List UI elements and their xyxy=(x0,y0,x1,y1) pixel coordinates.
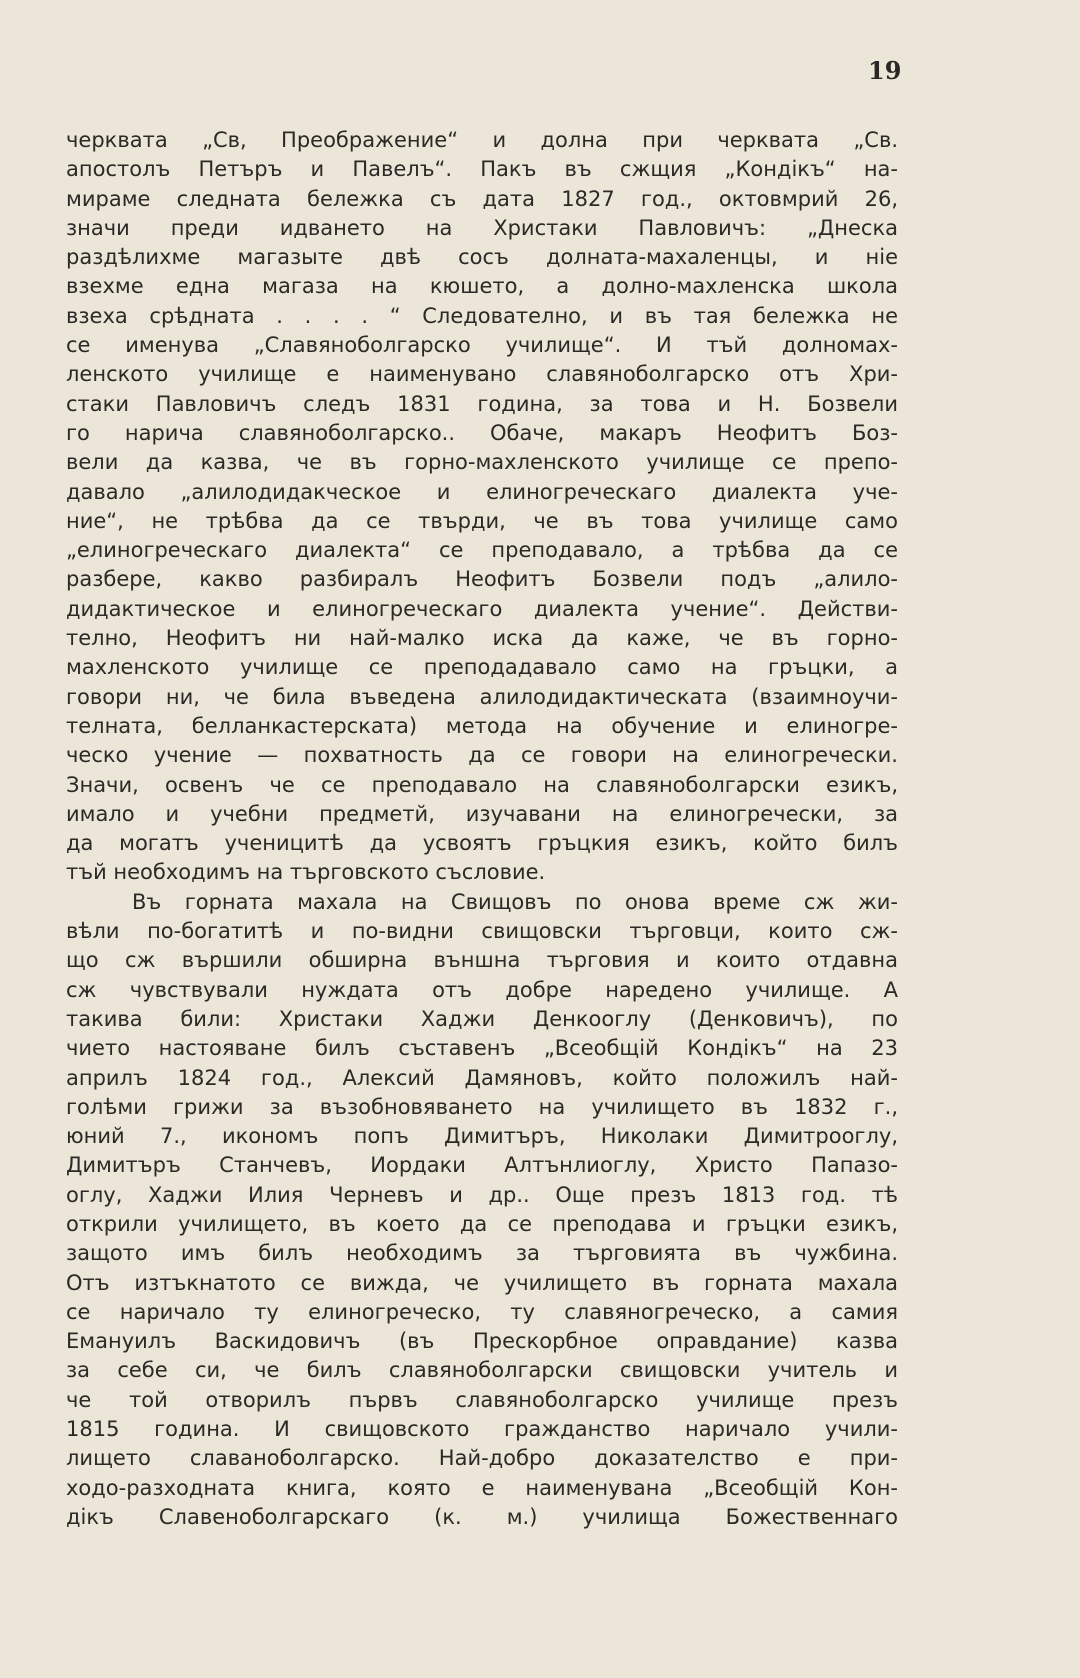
text-line: дікъ Славеноболгарскаго (к. м.) училища Божественнаго xyxy=(66,1504,898,1529)
text-line: ние“, не трѣбва да се твърди, че въ това училище само xyxy=(66,508,898,533)
text-line: говори ни, че била въведена алилодидактическата (взаимноучи- xyxy=(66,684,898,709)
text-line: „елиногреческаго диалекта“ се преподавало, а трѣбва да се xyxy=(66,538,898,563)
page-number: 19 xyxy=(868,56,902,85)
text-line: лището славаноболгарско. Най-добро доказателство е при- xyxy=(66,1446,898,1471)
text-line: давало „алилодидакческое и елиногреческаго диалекта уче- xyxy=(66,479,898,504)
text-line: разбере, какво разбиралъ Неофитъ Бозвели подъ „алило- xyxy=(66,567,898,592)
text-line: сж чувствували нуждата отъ добре наредено училище. А xyxy=(66,977,898,1002)
text-line: че той отворилъ първъ славяноболгарско училище презъ xyxy=(66,1387,898,1412)
text-line: Емануилъ Васкидовичъ (въ Прескорбное оправдание) казва xyxy=(66,1329,898,1354)
text-line: черквата „Св, Преображение“ и долна при черквата „Св. xyxy=(66,128,898,152)
text-line: 1815 година. И свищовското гражданство наричало учили- xyxy=(66,1417,898,1442)
text-line: ленското училище е наименувано славяноболгарско отъ Хри- xyxy=(66,362,898,387)
text-line: се именува „Славяноболгарско училище“. И тъй долномах- xyxy=(66,333,898,358)
paragraph-last-line: тъй необходимъ на търговското съсловие. xyxy=(66,860,546,885)
text-line: се наричало ту елиногреческо, ту славяногреческо, а самия xyxy=(66,1299,898,1324)
text-line: ходо-разходната книга, която е наименувана „Всеобщій Кон- xyxy=(66,1475,898,1500)
text-line: вели да казва, че въ горно-махленското училище се препо- xyxy=(66,450,898,475)
text-line: що сж вършили обширна външна търговия и които отдавна xyxy=(66,948,898,973)
text-line: юний 7., икономъ попъ Димитъръ, Николаки Димитрооглу, xyxy=(66,1124,898,1149)
text-line: махленското училище се преподадавало само на гръцки, а xyxy=(66,655,898,680)
paragraph-first-line: Въ горната махала на Свищовъ по онова време сж жи- xyxy=(132,889,898,914)
text-line: защото имъ билъ необходимъ за търговията въ чужбина. xyxy=(66,1241,898,1266)
text-line: апостолъ Петъръ и Павелъ“. Пакъ въ сжщия „Кондікъ“ на- xyxy=(66,157,898,182)
text-line: взеха срѣдната . . . . “ Следователно, и въ тая бележка не xyxy=(66,303,898,328)
text-line: вѣли по-богатитѣ и по-видни свищовски търговци, които сж- xyxy=(66,919,898,944)
text-line: имало и учебни предметй, изучавани на елиногречески, за xyxy=(66,801,898,826)
text-line: значи преди идването на Христаки Павловичъ: „Днеска xyxy=(66,215,898,240)
text-line: за себе си, че билъ славяноболгарски свищовски учитель и xyxy=(66,1358,898,1383)
text-line: стаки Павловичъ следъ 1831 година, за това и Н. Бозвели xyxy=(66,391,898,416)
text-line: да могатъ ученицитѣ да усвоятъ гръцкия езикъ, който билъ xyxy=(66,831,898,856)
text-line: голѣми грижи за възобновяването на училището въ 1832 г., xyxy=(66,1094,898,1119)
text-line: телно, Неофитъ ни най-малко иска да каже, че въ горно- xyxy=(66,626,898,651)
text-line: открили училището, въ което да се преподава и гръцки езикъ, xyxy=(66,1211,898,1236)
text-line: телната, белланкастерската) метода на обучение и елиногре- xyxy=(66,713,898,738)
text-line: взехме една магаза на кюшето, а долно-махленска школа xyxy=(66,274,898,299)
text-line: такива били: Христаки Хаджи Денкооглу (Денковичъ), по xyxy=(66,1006,898,1031)
text-line: априлъ 1824 год., Алексий Дамяновъ, който положилъ най- xyxy=(66,1065,898,1090)
text-line: Значи, освенъ че се преподавало на славяноболгарски езикъ, xyxy=(66,772,898,797)
text-line: Димитъръ Станчевъ, Иордаки Алтънлиоглу, Христо Папазо- xyxy=(66,1153,898,1178)
text-line: го нарича славяноболгарско.. Обаче, макаръ Неофитъ Боз- xyxy=(66,420,898,445)
text-line: мираме следната бележка съ дата 1827 год., октовмрий 26, xyxy=(66,186,898,211)
text-line: Отъ изтъкнатото се вижда, че училището въ горната махала xyxy=(66,1270,898,1295)
text-line: раздѣлихме магазыте двѣ сосъ долната-махаленцы, и ніе xyxy=(66,245,898,270)
body-text xyxy=(66,126,898,1532)
text-line: дидактическое и елиногреческаго диалекта учение“. Действи- xyxy=(66,596,898,621)
text-line: ческо учение — похватность да се говори на елиногречески. xyxy=(66,743,898,768)
text-line: чието настояване билъ съставенъ „Всеобщій Кондікъ“ на 23 xyxy=(66,1036,898,1061)
text-line: оглу, Хаджи Илия Черневъ и др.. Още презъ 1813 год. тѣ xyxy=(66,1182,898,1207)
